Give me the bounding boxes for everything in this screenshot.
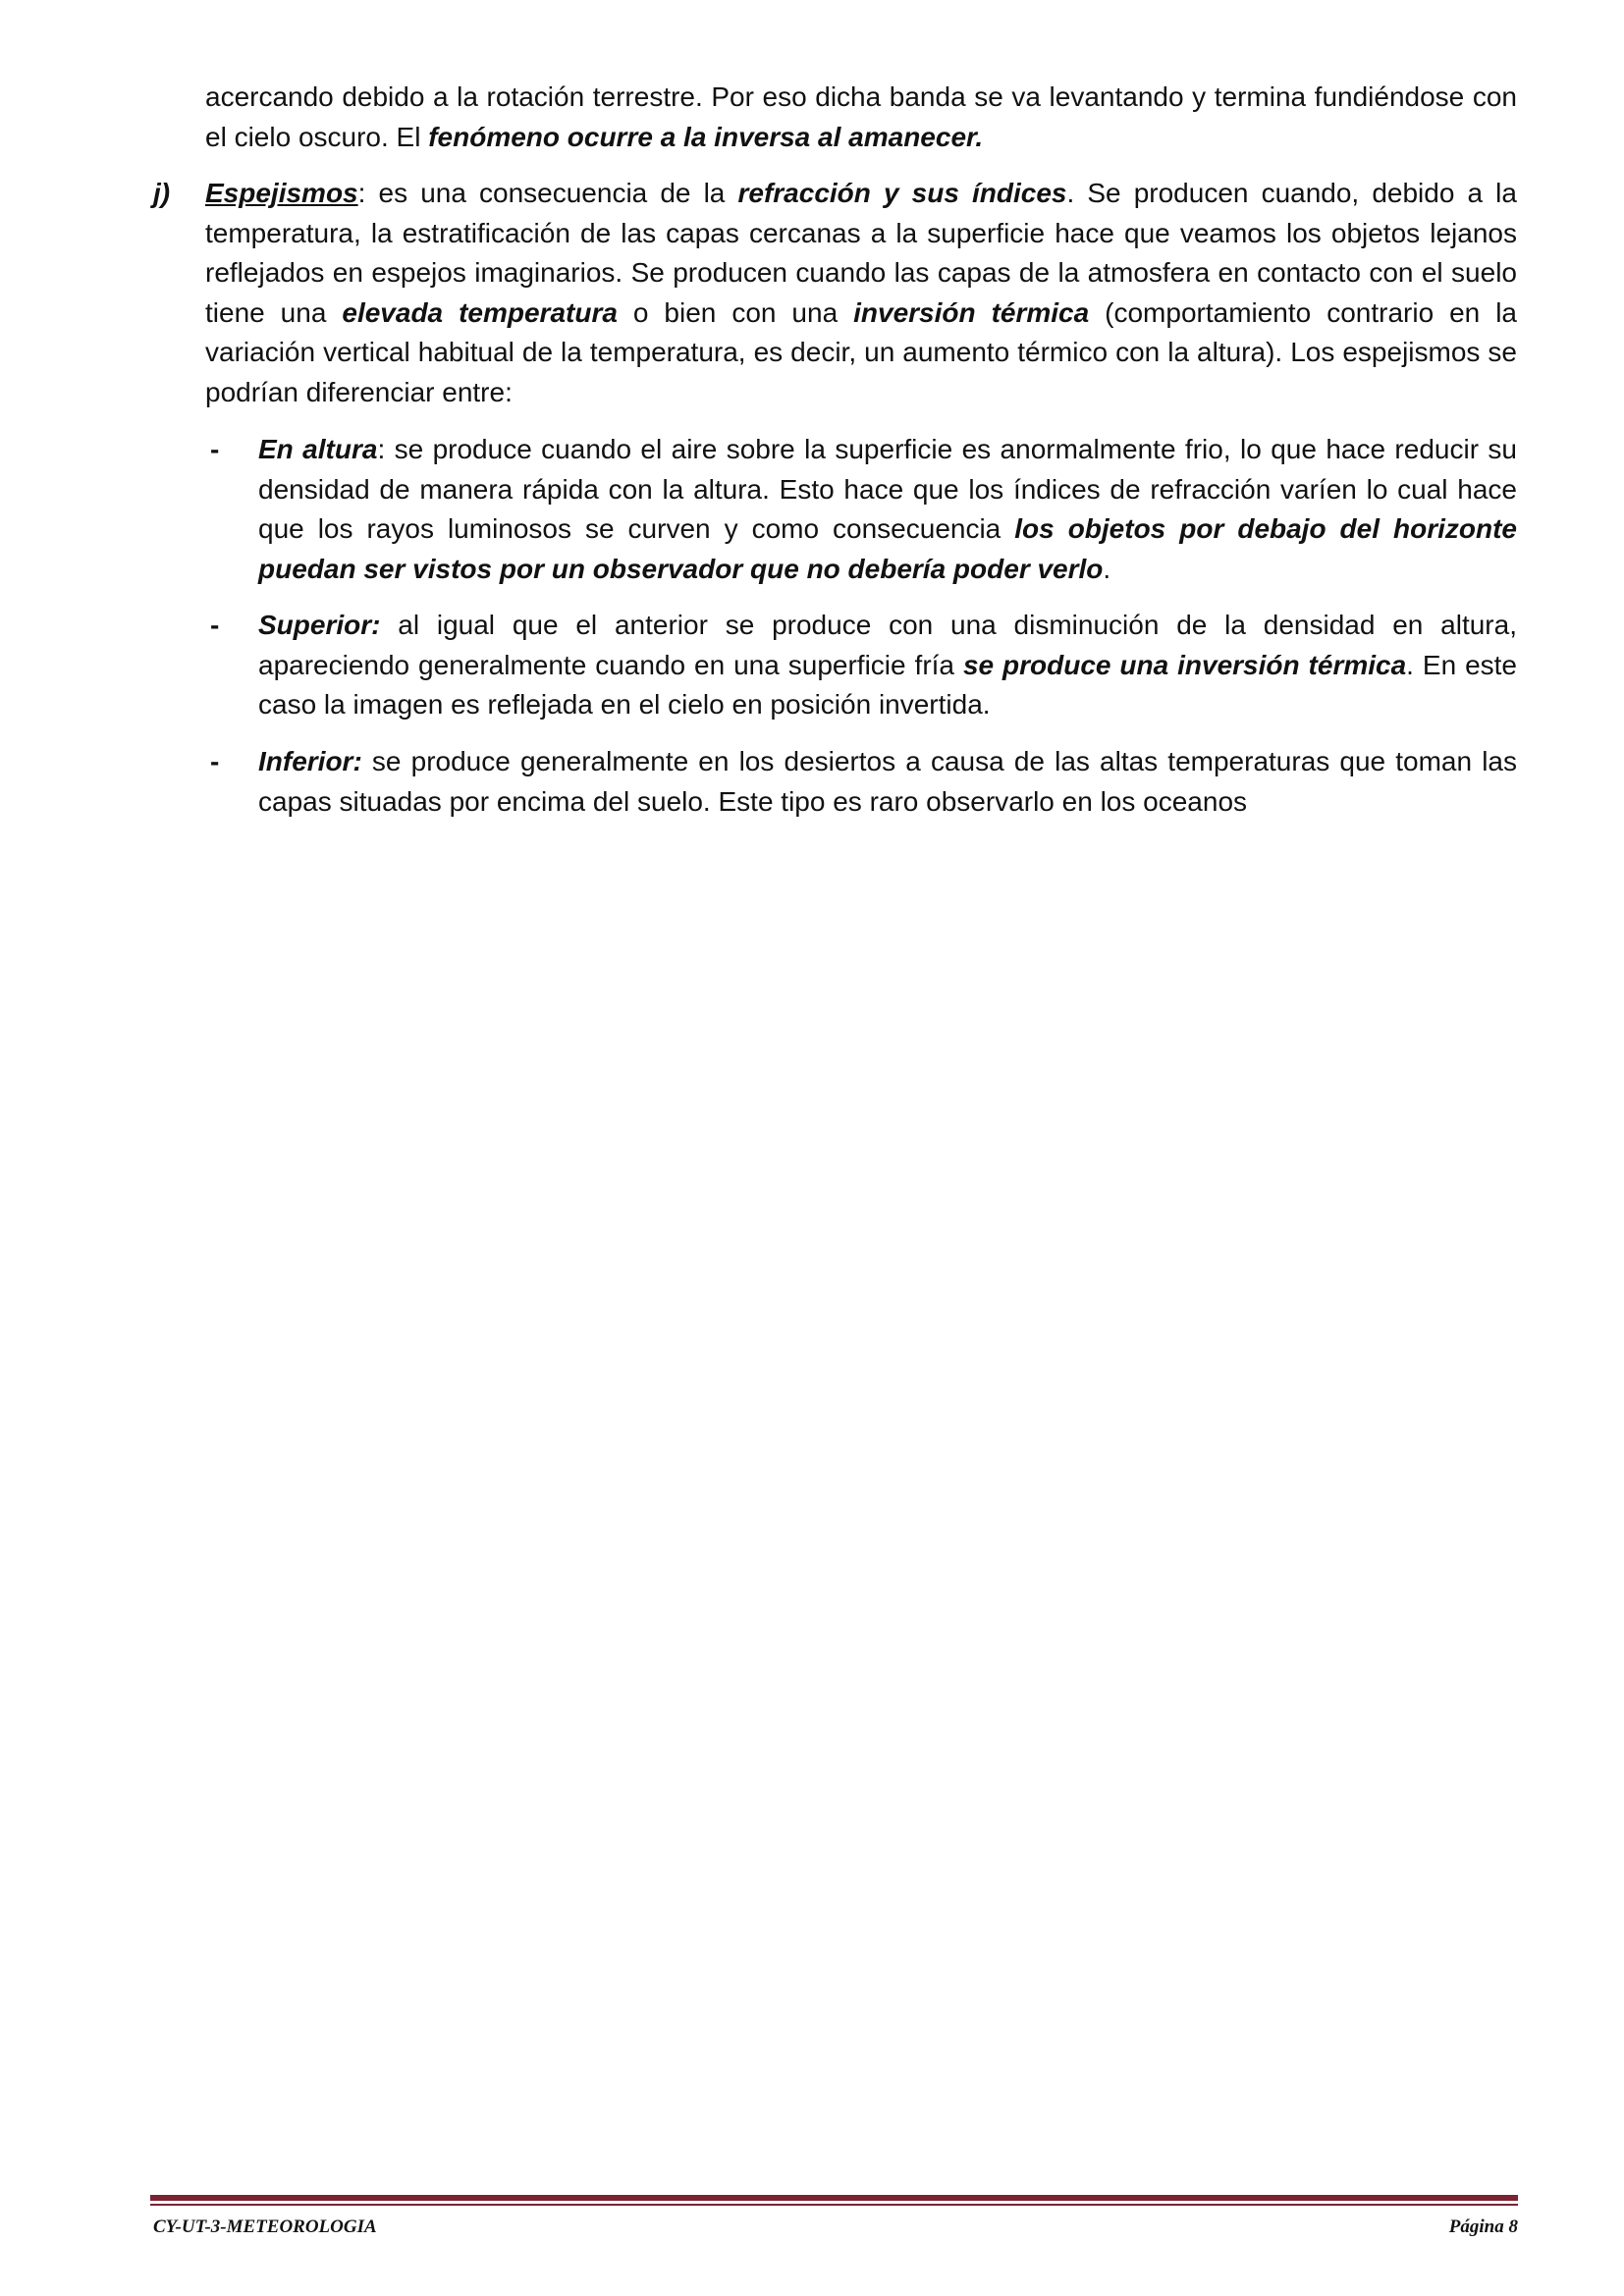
subitem-inferior <box>258 742 1517 822</box>
subitem-text-1: al igual que el anterior se produce con una disminución de la densidad en altura, apareciendo generalmente cuando en una superficie fría <box>258 610 1517 680</box>
item-j-text-4: (comportamiento contrario en la variación vertical habitual de la temperatura, es decir, un aumento térmico con la altura). Los espejismos se podrían diferenciar entre: <box>205 296 1518 407</box>
subitem-text-2: . <box>1103 553 1111 584</box>
footer-divider-thin <box>150 2204 1518 2206</box>
subitem-text-1: se produce generalmente en los desiertos a causa de las altas temperaturas que toman las capas situadas por encima del suelo. Este tipo es raro observarlo en los oceanos <box>258 746 1517 817</box>
item-j-emphasis-2: elevada temperatura <box>342 296 618 328</box>
footer-page-number: Página 8 <box>1448 2216 1518 2237</box>
continuation-emphasis: fenómeno ocurre a la inversa al amanecer. <box>428 121 984 152</box>
item-j-paragraph <box>205 174 1517 412</box>
footer-document-code: CY-UT-3-METEOROLOGIA <box>153 2216 377 2237</box>
item-j-text-1: : es una consecuencia de la <box>357 178 738 208</box>
footer-divider <box>150 2195 1518 2201</box>
bullet-dash: - <box>210 434 220 464</box>
subitem-emphasis: se produce una inversión térmica <box>962 649 1407 680</box>
subitem-emphasis: los objetos por debajo del horizonte puedan ser vistos por un observador que no debería poder verlo <box>258 513 1517 584</box>
bullet-dash: - <box>210 746 220 776</box>
list-marker-j: j) <box>153 178 171 208</box>
item-j-text-2: . Se producen cuando, debido a la temperatura, la estratificación de las capas cercanas a la superficie hace que veamos los objetos lejanos reflejados en espejos imaginarios. Se producen cuando las capas de la atmosfera en contacto con el suelo tiene una <box>205 178 1517 328</box>
subitem-superior <box>258 606 1517 725</box>
subitem-text-2: . En este caso la imagen es reflejada en el cielo en posición invertida. <box>258 649 1517 720</box>
item-j-text-3: o bien con una <box>617 296 854 328</box>
item-j-title: Espejismos <box>205 178 358 208</box>
subitem-title: En altura <box>258 434 378 464</box>
subitem-text-1: : se produce cuando el aire sobre la superficie es anormalmente frio, lo que hace reducir su densidad de manera rápida con la altura. Esto hace que los índices de refracción varíen lo cual hace que los rayos luminosos se curven y como consecuencia <box>258 434 1517 544</box>
subitem-title: Inferior: <box>258 746 362 776</box>
bullet-dash: - <box>210 610 220 640</box>
continuation-paragraph <box>205 78 1517 157</box>
item-j-emphasis-1: refracción y sus índices <box>737 178 1067 208</box>
continuation-text: acercando debido a la rotación terrestre. Por eso dicha banda se va levantando y termina fundiéndose con el cielo oscuro. El <box>205 81 1517 152</box>
subitem-title: Superior: <box>258 610 381 640</box>
item-j-emphasis-3: inversión térmica <box>853 296 1090 328</box>
subitem-en-altura <box>258 430 1517 589</box>
